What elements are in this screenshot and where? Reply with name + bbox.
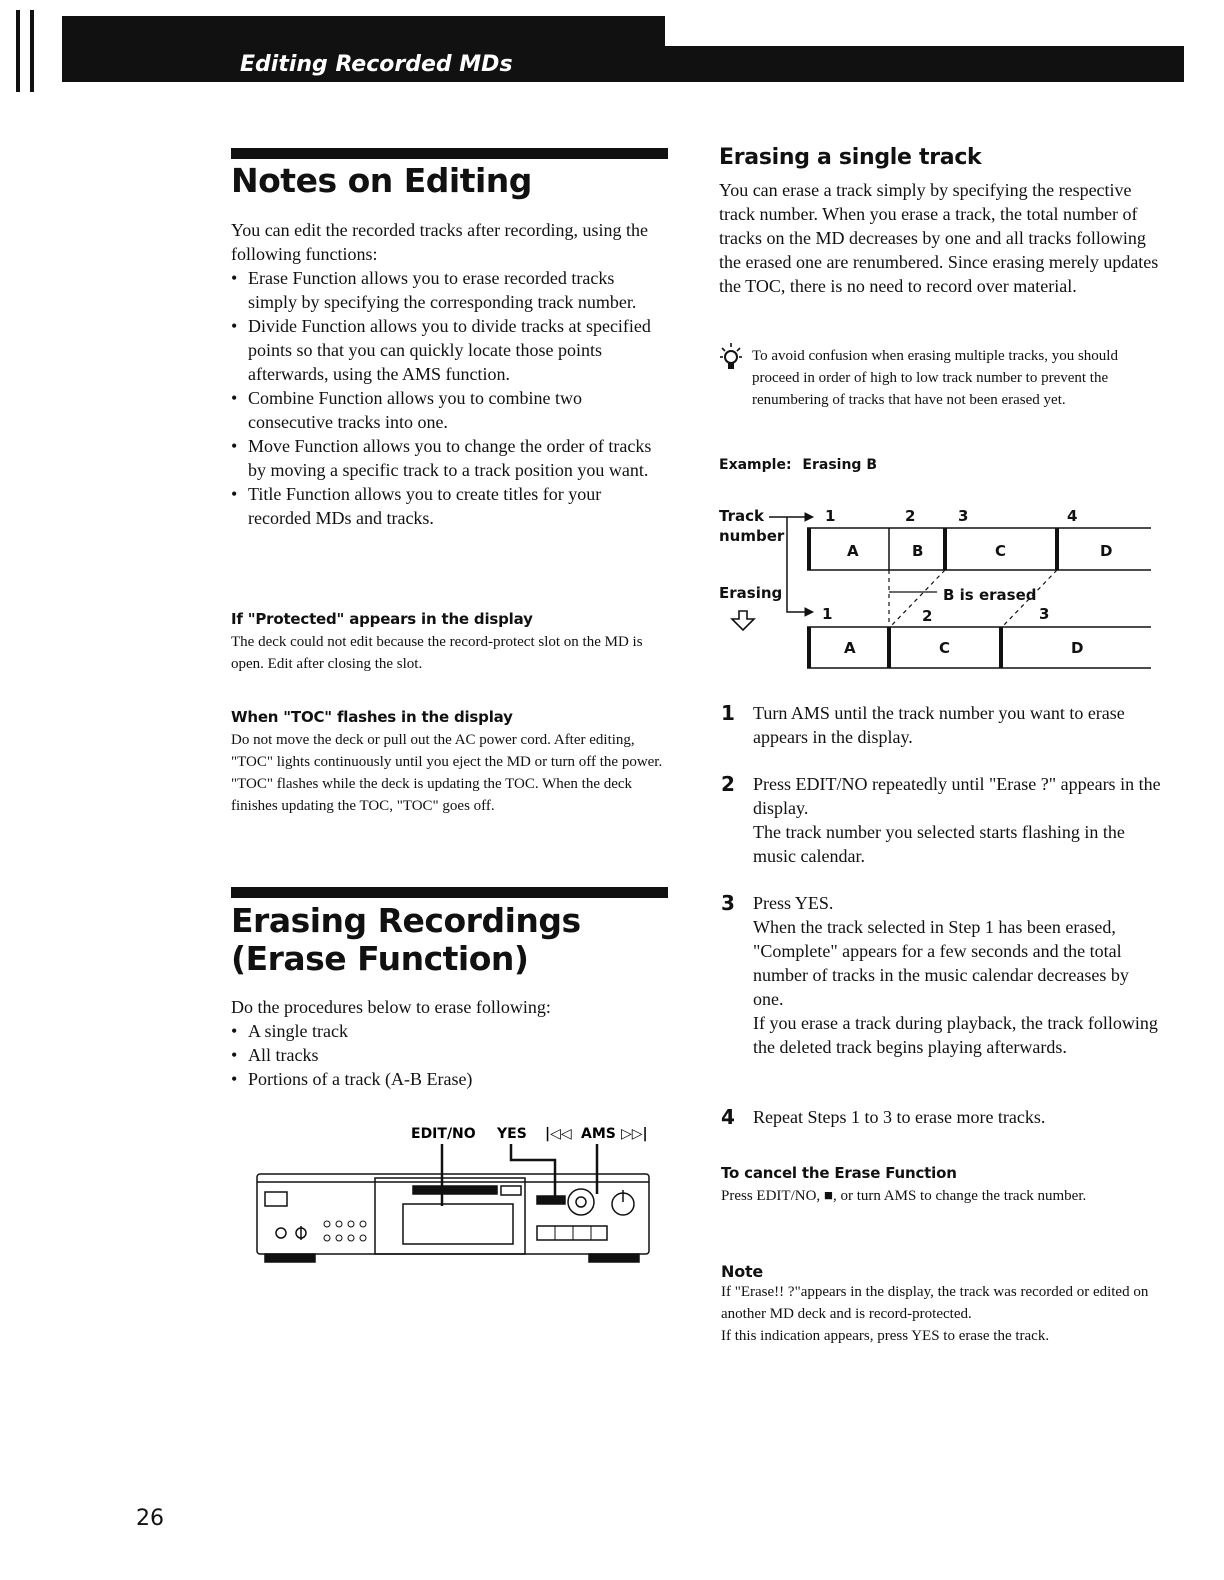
step-text: Repeat Steps 1 to 3 to erase more tracks. [753, 1107, 1046, 1127]
section-rule [231, 148, 668, 159]
list-item: • A single track [231, 1019, 661, 1043]
number-label: number [719, 527, 785, 545]
notes-title: Notes on Editing [231, 161, 532, 200]
track-number: 2 [905, 507, 916, 525]
down-arrow-icon [732, 611, 754, 630]
note-heading: Note [721, 1262, 764, 1281]
track-number: 3 [958, 507, 969, 525]
track-cell: C [939, 639, 951, 657]
erasing-title-line2: (Erase Function) [231, 939, 529, 978]
list-item: • Erase Function allows you to erase recorded tracks simply by specifying the corresponding track number. [231, 266, 661, 314]
note-text-2: If this indication appears, press YES to erase the track. [721, 1328, 1050, 1344]
header-title: Editing Recorded MDs [240, 52, 513, 77]
list-item: • Move Function allows you to change the order of tracks by moving a specific track to a track position you want. [231, 434, 661, 482]
track-number: 3 [1039, 605, 1050, 623]
erased-note: B is erased [943, 586, 1037, 604]
next-icon: ▷▷| [621, 1126, 648, 1142]
cancel-text: Press EDIT/NO, ■, or turn AMS to change the track number. [721, 1188, 1087, 1204]
track-number: 2 [922, 607, 933, 625]
list-item: • Title Function allows you to create titles for your recorded MDs and tracks. [231, 482, 661, 530]
track-cell: D [1071, 639, 1084, 657]
step-number: 1 [721, 701, 735, 725]
track-number: 1 [822, 605, 833, 623]
edit-no-label: EDIT/NO [411, 1126, 476, 1142]
section-rule [231, 887, 668, 898]
notes-bullets [231, 266, 661, 530]
single-track-intro: You can erase a track simply by specifying the respective track number. When you erase a track, the total number of tracks on the MD decreases by one and all tracks following the erased one are renumbered. Since erasing merely updates the TOC, there is no need to record over material. [719, 180, 1159, 296]
header-notch [665, 16, 1184, 46]
cancel-heading: To cancel the Erase Function [721, 1164, 957, 1182]
track-cell: A [844, 639, 856, 657]
step-number: 2 [721, 772, 735, 796]
page-number: 26 [136, 1506, 164, 1531]
notes-intro: You can edit the recorded tracks after recording, using the following functions: [231, 220, 649, 264]
list-item: • Divide Function allows you to divide tracks at specified points so that you can quickly locate those points afterwards, using the AMS function. [231, 314, 661, 386]
step-text-detail: If you erase a track during playback, the track following the deleted track begins playing afterwards. [753, 1013, 1158, 1057]
track-cell: C [995, 542, 1007, 560]
track-number: 4 [1067, 507, 1078, 525]
prev-icon: |◁◁ [545, 1126, 572, 1142]
note-text: If "Erase!! ?"appears in the display, the track was recorded or edited on another MD deck and is record-protected. [721, 1284, 1149, 1322]
toc-heading: When "TOC" flashes in the display [231, 708, 513, 726]
erasing-title-line1: Erasing Recordings [231, 901, 581, 940]
step-number: 4 [721, 1105, 735, 1129]
margin-marks [14, 10, 38, 92]
step-text: Turn AMS until the track number you want to erase appears in the display. [753, 703, 1125, 747]
example-label: Example: [719, 457, 792, 473]
example-value: Erasing B [802, 457, 878, 473]
protected-heading: If "Protected" appears in the display [231, 610, 533, 628]
example-caption [719, 457, 877, 473]
tip-text: To avoid confusion when erasing multiple tracks, you should proceed in order of high to low track number to prevent the renumbering of tracks that have not been erased yet. [752, 348, 1118, 408]
ams-label: AMS [581, 1126, 616, 1142]
erasing-bullets [231, 1019, 661, 1091]
list-item: • Combine Function allows you to combine two consecutive tracks into one. [231, 386, 661, 434]
erasing-label: Erasing [719, 584, 783, 602]
erase-example-diagram [717, 500, 1157, 675]
track-cell: A [847, 542, 859, 560]
track-label: Track [719, 507, 764, 525]
step-text-detail: The track number you selected starts flashing in the music calendar. [753, 822, 1125, 866]
yes-label: YES [497, 1126, 527, 1142]
md-deck-diagram [255, 1118, 665, 1278]
step-number: 3 [721, 891, 735, 915]
erasing-intro: Do the procedures below to erase following: [231, 997, 551, 1017]
toc-text: Do not move the deck or pull out the AC power cord. After editing, "TOC" lights continuously until you eject the MD or turn off the power. "TOC" flashes while the deck is updating the TOC. When the deck finishes updating the TOC, "TOC" goes off. [231, 732, 663, 814]
track-cell: B [912, 542, 924, 560]
list-item: • All tracks [231, 1043, 661, 1067]
track-number: 1 [825, 507, 836, 525]
track-cell: D [1100, 542, 1113, 560]
step-text: Press EDIT/NO repeatedly until "Erase ?" appears in the display. [753, 774, 1161, 818]
step-text: Press YES. [753, 893, 834, 913]
list-item: • Portions of a track (A-B Erase) [231, 1067, 661, 1091]
tip-icon [719, 340, 747, 374]
protected-text: The deck could not edit because the record-protect slot on the MD is open. Edit after closing the slot. [231, 634, 643, 672]
single-track-title: Erasing a single track [719, 145, 982, 170]
step-text-detail: When the track selected in Step 1 has been erased, "Complete" appears for a few seconds and the total number of tracks in the music calendar decreases by one. [753, 917, 1129, 1009]
